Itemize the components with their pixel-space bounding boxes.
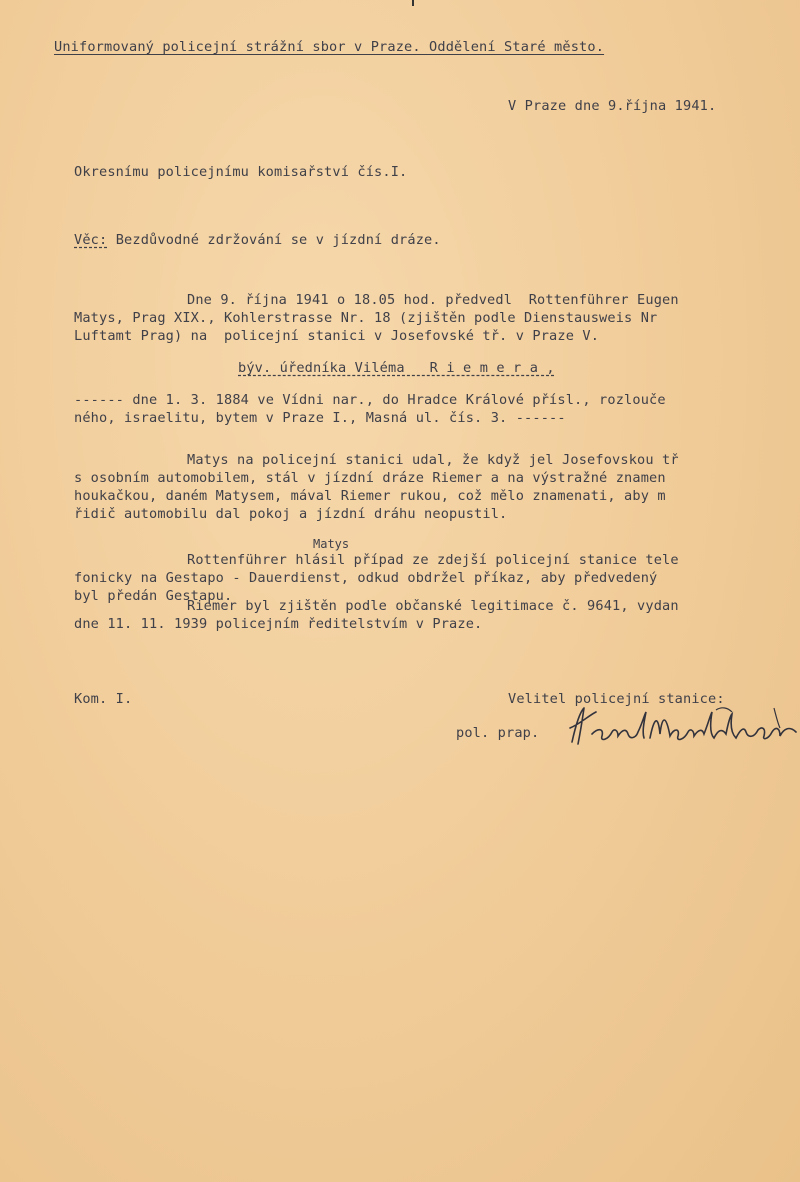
header-title: Uniformovaný policejní strážní sbor v Praze. Oddělení Staré město. (54, 39, 605, 55)
leading-dashes: ------ (74, 392, 133, 408)
handwritten-correction: Matys (313, 537, 350, 551)
paragraph4-line1: Riemer byl zjištěn podle občanské legitimace č. 9641, vydan (187, 598, 679, 614)
subject-label: Věc: (74, 232, 108, 248)
person-line: býv. úředníka Viléma R i e m e r a , (238, 360, 555, 376)
birth-line2-text: ného, israelitu, bytem v Praze I., Masná ul. čís. 3. (74, 410, 508, 426)
scan-mark (412, 0, 414, 6)
birth-line2 (74, 409, 566, 427)
paragraph1-line1: Dne 9. října 1941 o 18.05 hod. předvedl Rottenführer Eugen (187, 292, 679, 308)
paragraph3-line1: Rottenführer hlásil případ ze zdejší policejní stanice tele (187, 552, 679, 568)
addressee: Okresnímu policejnímu komisařství čís.I. (74, 164, 408, 180)
paragraph2-line3: houkačkou, daném Matysem, mával Riemer rukou, což mělo znamenati, aby m (74, 488, 666, 504)
birth-line1 (74, 391, 666, 409)
paragraph2-line4: řidič automobilu dal pokoj a jízdní dráhu neopustil. (74, 506, 508, 522)
paragraph1-line2: Matys, Prag XIX., Kohlerstrasse Nr. 18 (zjištěn podle Dienstausweis Nr (74, 310, 658, 326)
subject-text: Bezdůvodné zdržování se v jízdní dráze. (115, 232, 441, 248)
document-date: V Praze dne 9.října 1941. (508, 98, 717, 114)
paragraph2-line2: s osobním automobilem, stál v jízdní dráze Riemer a na výstražné znamen (74, 470, 666, 486)
subject-line (74, 231, 441, 249)
handwritten-signature (566, 704, 800, 752)
paragraph3-line2: fonicky na Gestapo - Dauerdienst, odkud obdržel příkaz, aby předvedený (74, 570, 658, 586)
paragraph1-line3: Luftamt Prag) na policejní stanici v Josefovské tř. v Praze V. (74, 328, 600, 344)
paragraph4-line2: dne 11. 11. 1939 policejním ředitelstvím v Praze. (74, 616, 483, 632)
footer-rank: pol. prap. (456, 725, 540, 741)
paragraph2-line1: Matys na policejní stanici udal, že když jel Josefovskou tř (187, 452, 679, 468)
trailing-dashes: ------ (507, 410, 566, 426)
footer-commander: Velitel policejní stanice: (508, 691, 725, 707)
paragraph3-line3: byl předán Gestapu. (74, 588, 233, 604)
birth-line1-text: dne 1. 3. 1884 ve Vídni nar., do Hradce Králové přísl., rozlouče (132, 392, 666, 408)
footer-kom: Kom. I. (74, 691, 133, 707)
